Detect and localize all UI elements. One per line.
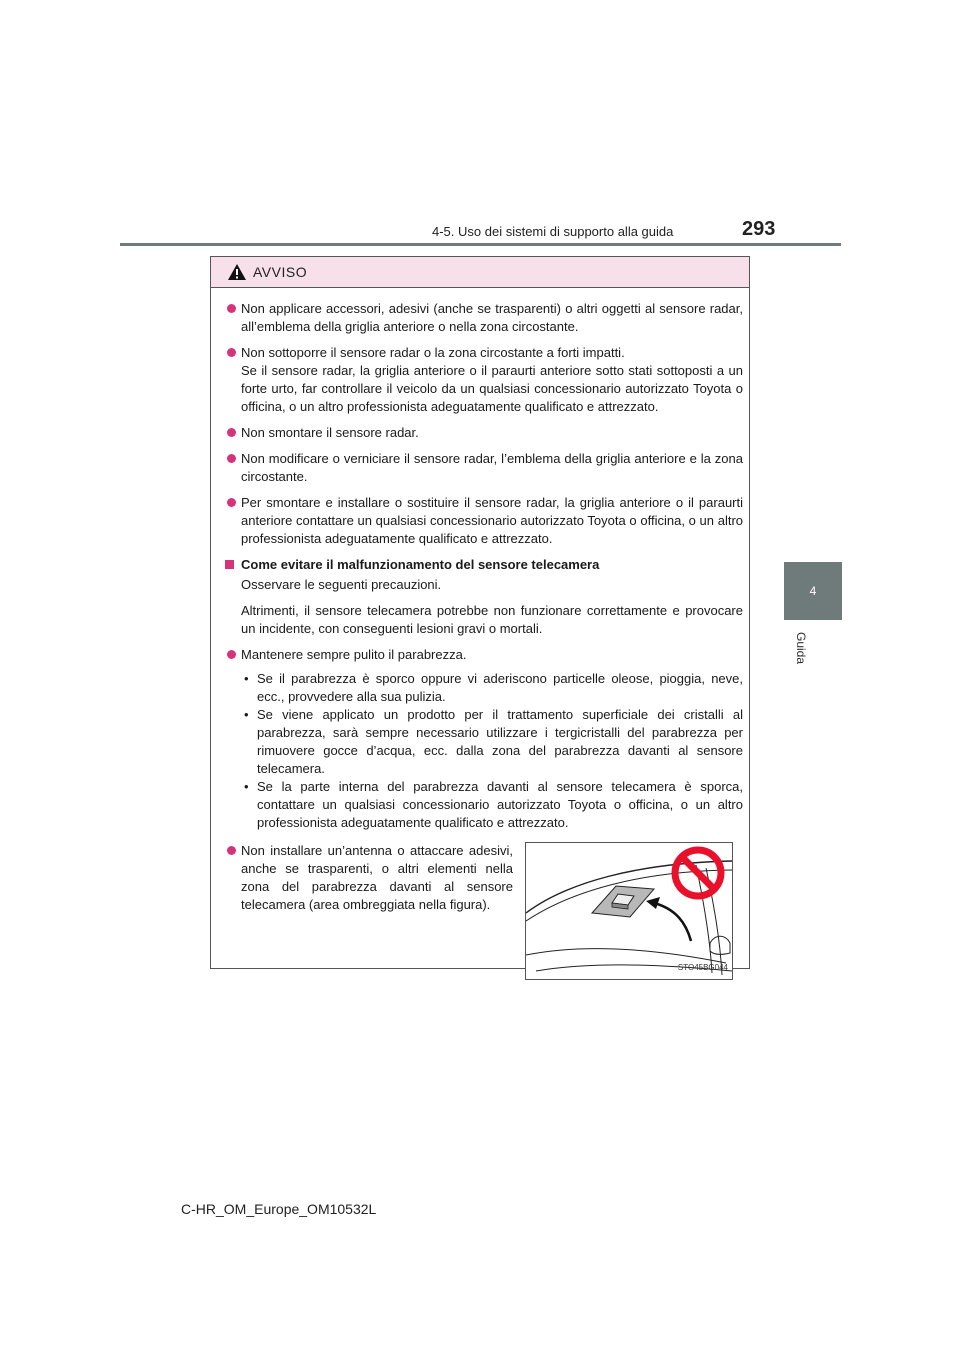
bullet-text: Se il sensore radar, la griglia anteriore o il paraurti anteriore sotto stati sottoposti a un forte urto, far controllare il veicolo da un qualsiasi concessionario autorizzato Toyota o officina, o un altro professionista adeguatamente qualificato e attrezzato. — [241, 363, 743, 414]
chapter-tab — [784, 562, 842, 620]
bullet-text: Non sottoporre il sensore radar o la zona circostante a forti impatti. — [241, 345, 625, 360]
bullet-text: Non applicare accessori, adesivi (anche se trasparenti) o altri oggetti al sensore radar, all’emblema della griglia anteriore o nella zona circostante. — [241, 301, 743, 334]
bullet-icon — [227, 846, 236, 855]
sub-list-item: • Se il parabrezza è sporco oppure vi aderiscono particelle oleose, pioggia, neve, ecc., provvedere alla sua pulizia. — [244, 671, 743, 704]
warning-triangle-icon — [227, 263, 247, 281]
bullet-text: Non smontare il sensore radar. — [241, 425, 419, 440]
bullet-icon — [227, 498, 236, 507]
warning-content — [211, 288, 749, 980]
page-number: 293 — [742, 218, 776, 240]
bullet-icon — [227, 454, 236, 463]
figure-code: STO45BG044 — [677, 963, 728, 972]
warning-box — [210, 256, 750, 972]
bullet-icon — [227, 650, 236, 659]
bullet-text: Mantenere sempre pulito il parabrezza. — [241, 647, 467, 662]
bullet-icon — [227, 304, 236, 313]
header-divider — [120, 243, 841, 246]
bullet-icon — [227, 428, 236, 437]
figure-row — [221, 842, 743, 980]
camera-intro: Osservare le seguenti precauzioni. — [241, 577, 442, 592]
sub-list — [221, 670, 743, 832]
list-item — [221, 424, 743, 442]
list-item — [221, 344, 743, 416]
camera-risk: Altrimenti, il sensore telecamera potrebbe non funzionare correttamente e provocare un incidente, con conseguenti lesioni gravi o mortali. — [241, 603, 743, 636]
camera-section-heading: Come evitare il malfunzionamento del sensore telecamera — [221, 556, 743, 574]
windshield-figure — [525, 842, 733, 980]
document-id: C-HR_OM_Europe_OM10532L — [181, 1201, 377, 1217]
sub-list-item: • Se la parte interna del parabrezza davanti al sensore telecamera è sporca, contattare un qualsiasi concessionario autorizzato Toyota o officina, o un altro professionista adeguatamente qualificato e attrezzato. — [244, 779, 743, 830]
warning-header — [211, 257, 749, 288]
bullet-icon — [227, 348, 236, 357]
section-title: 4-5. Uso dei sistemi di supporto alla guida — [432, 224, 674, 239]
list-item — [221, 494, 743, 548]
warning-title: AVVISO — [253, 264, 308, 280]
chapter-label: Guida — [794, 632, 808, 665]
prohibition-icon — [670, 845, 726, 901]
list-item — [221, 450, 743, 486]
bullet-text: Non modificare o verniciare il sensore radar, l’emblema della griglia anteriore e la zona circostante. — [241, 451, 743, 484]
bullet-text: Per smontare e installare o sostituire il sensore radar, la griglia anteriore o il paraurti anteriore contattare un qualsiasi concessionario autorizzato Toyota o officina, o un altro professionista adeguatamente qualificato e attrezzato. — [241, 495, 743, 546]
square-bullet-icon — [225, 560, 234, 569]
list-item — [221, 646, 743, 664]
bullet-text: Non installare un’antenna o attaccare adesivi, anche se trasparenti, o altri elementi nella zona del parabrezza davanti al sensore telecamera (area ombreggiata nella figura). — [241, 843, 513, 912]
list-item — [221, 842, 513, 972]
sub-list-item: • Se viene applicato un prodotto per il trattamento superficiale dei cristalli al parabrezza, sarà sempre necessario utilizzare i tergicristalli del parabrezza per rimuovere gocce d’acqua, ecc. dalla zona del parabrezza davanti al sensore telecamera. — [244, 707, 743, 776]
chapter-number: 4 — [809, 584, 817, 598]
list-item — [221, 300, 743, 336]
